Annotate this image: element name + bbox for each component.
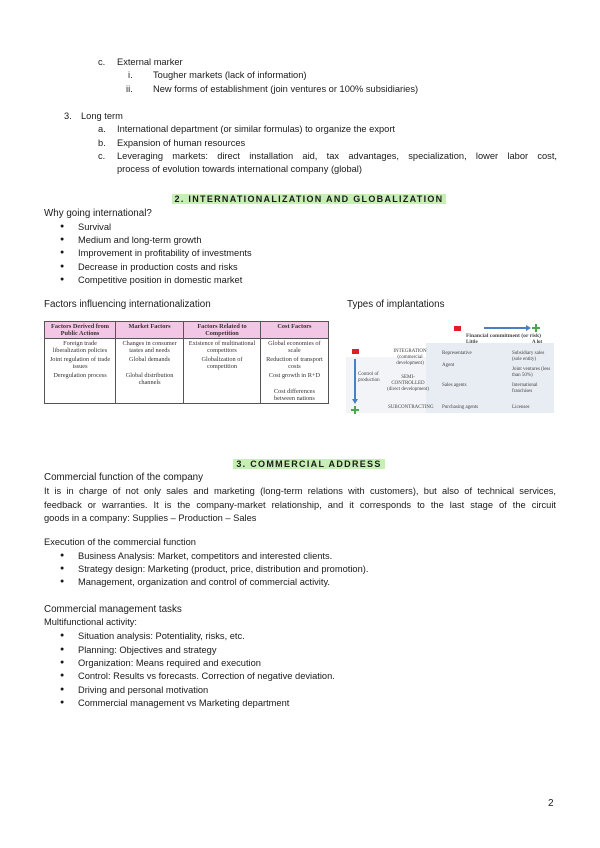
franchises-label: International franchises — [512, 383, 538, 394]
table-cell: Globalization of competition — [184, 355, 261, 371]
table-row — [45, 355, 329, 371]
multifunctional-label: Multifunctional activity: — [44, 617, 138, 627]
list-item-leveraging-line2: process of evolution towards international company (global) — [117, 164, 362, 174]
list-item-international-department: International department (or similar formulas) to organize the export — [117, 124, 396, 134]
financial-commitment-label: Financial commitment (or risk) — [466, 333, 541, 339]
why-international-title: Why going international? — [44, 208, 152, 219]
table-cell — [184, 387, 261, 404]
arrow-horizontal — [484, 327, 528, 329]
licenses-label: Licenses — [512, 405, 530, 410]
tasks-title: Commercial management tasks — [44, 604, 182, 615]
little-label: Little — [466, 340, 478, 345]
paragraph-line-1: It is in charge of not only sales and marketing (long-term relations with customers), but also of technical services, — [44, 486, 556, 496]
factors-title: Factors influencing internationalization — [44, 299, 211, 310]
table-header: Cost Factors — [260, 322, 328, 339]
list-label-b: b. — [98, 138, 106, 148]
agent-label: Agent — [442, 363, 455, 368]
section-heading-3 — [164, 459, 454, 469]
section-heading-3-text: 3. COMMERCIAL ADDRESS — [233, 459, 384, 469]
table-cell — [116, 387, 184, 404]
types-title: Types of implantations — [347, 299, 445, 310]
implantations-diagram — [346, 321, 556, 413]
paragraph-line-2: feedback or warranties. It is the company-market relationship, and it corresponds to the last stage of the circuit — [44, 500, 556, 510]
table-cell — [184, 371, 261, 387]
section-heading-2-text: 2. INTERNATIONALIZATION AND GLOBALIZATION — [172, 194, 447, 204]
list-label-c2: c. — [98, 151, 106, 161]
subcontracting-label: SUBCONTRACTING — [388, 405, 434, 410]
table-row — [45, 371, 329, 387]
table-cell: Global demands — [116, 355, 184, 371]
subsidiary-label: Subsidiary sales (sole entity) — [512, 351, 545, 362]
table-cell: Deregulation process — [45, 371, 116, 387]
minus-icon — [454, 326, 461, 331]
table-header: Market Factors — [116, 322, 184, 339]
table-row — [45, 339, 329, 356]
representative-label: Representative — [442, 351, 472, 356]
arrow-head-down-icon — [352, 399, 358, 404]
table-header-row — [45, 322, 329, 339]
list-item-expansion-hr: Expansion of human resources — [117, 138, 246, 148]
list-item-new-forms: New forms of establishment (join ventures or 100% subsidiaries) — [153, 84, 419, 94]
semi-controlled-label: SEMI-CONTROLLED (direct development) — [387, 375, 429, 392]
table-cell: Cost growth in R+D — [260, 371, 328, 387]
table-cell: Joint regulation of trade issues — [45, 355, 116, 371]
a-lot-label: A lot — [532, 340, 543, 345]
table-cell — [45, 387, 116, 404]
list-label-ii: ii. — [126, 84, 133, 94]
control-label: Control of production — [358, 372, 380, 383]
commercial-function-title: Commercial function of the company — [44, 472, 203, 483]
list-label-i: i. — [128, 70, 133, 80]
table-cell: Changes in consumer tastes and needs — [116, 339, 184, 356]
table-row — [45, 387, 329, 404]
list-item-tougher-markets: Tougher markets (lack of information) — [153, 70, 307, 80]
execution-title: Execution of the commercial function — [44, 537, 196, 547]
joint-ventures-label: Joint ventures (less than 50%) — [512, 367, 551, 378]
plus-icon — [532, 324, 540, 332]
list-label-a: a. — [98, 124, 106, 134]
table-header: Factors Derived from Public Actions — [45, 322, 116, 339]
plus-icon — [351, 406, 359, 414]
section-heading-2 — [164, 194, 454, 204]
integration-label: INTEGRATION (commercial development) — [393, 349, 427, 366]
factors-table — [44, 321, 329, 404]
purchasing-agents-label: Purchasing agents — [442, 405, 479, 410]
table-cell: Cost differences between nations — [260, 387, 328, 404]
table-cell: Global distribution channels — [116, 371, 184, 387]
table-cell: Global economies of scale — [260, 339, 328, 356]
sales-agents-label: Sales agents — [442, 383, 467, 388]
arrow-head-right-icon — [526, 325, 531, 331]
list-item-leveraging-line1: Leveraging markets: direct installation aid, tax advantages, specialization, lower labor cost, — [117, 151, 557, 161]
table-header: Factors Related to Competition — [184, 322, 261, 339]
table-cell: Foreign trade liberalization policies — [45, 339, 116, 356]
arrow-vertical — [354, 359, 356, 401]
minus-icon — [352, 349, 359, 354]
table-cell: Reduction of transport costs — [260, 355, 328, 371]
list-number-3: 3. — [64, 111, 72, 121]
list-item-external-marker: External marker — [117, 57, 183, 67]
list-label-c: c. — [98, 57, 106, 67]
table-cell: Existence of multinational competitors — [184, 339, 261, 356]
paragraph-line-3: goods in a company: Supplies – Production – Sales — [44, 513, 257, 523]
long-term-title: Long term — [81, 111, 123, 121]
page-number: 2 — [548, 798, 554, 809]
